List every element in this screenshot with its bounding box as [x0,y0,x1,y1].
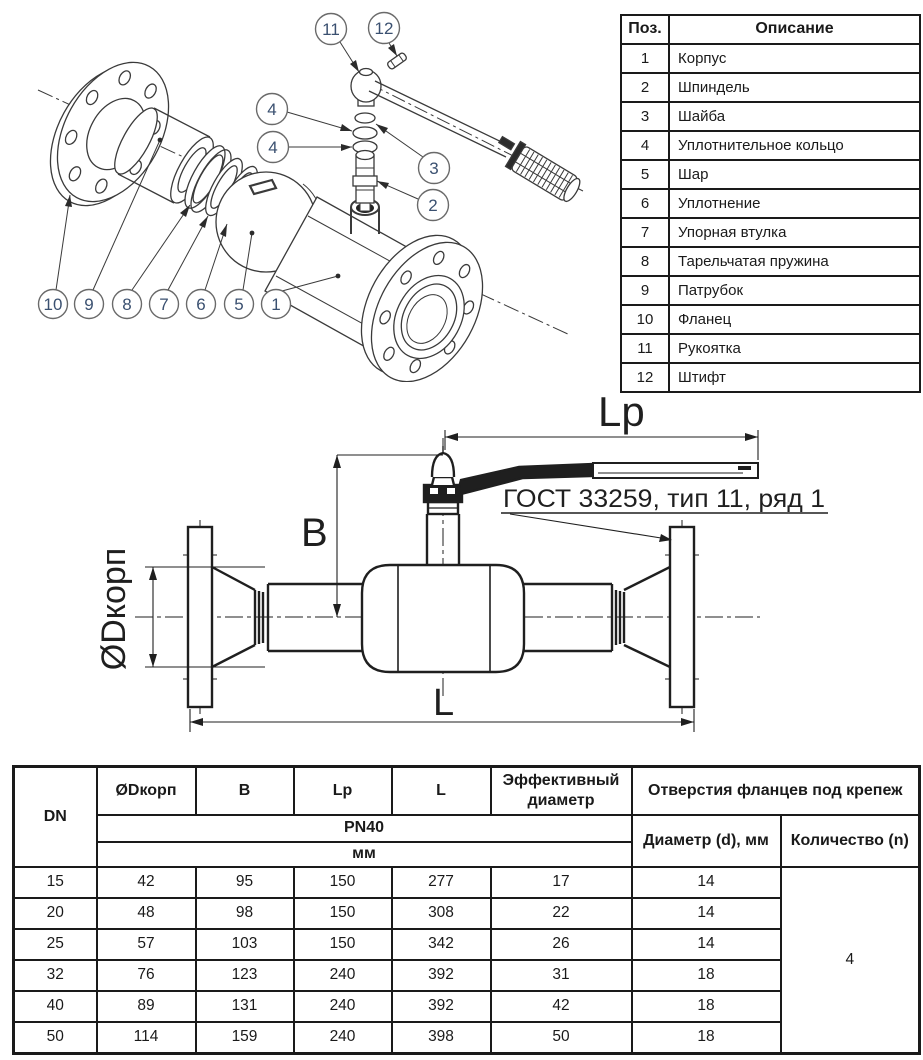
svg-text:5: 5 [234,295,244,314]
dim-cell: 32 [14,960,97,991]
dim-cell: 240 [294,991,392,1022]
part-position: 12 [621,363,669,392]
dim-col-lp: Lp [294,767,392,815]
gost-note: ГОСТ 33259, тип 11, ряд 1 [503,485,825,513]
dim-cell: 18 [632,960,781,991]
dim-cell: 20 [14,898,97,929]
part-description: Уплотнение [669,189,920,218]
dkorp-dimension-label: ØDкорп [95,547,133,671]
dim-cell: 240 [294,960,392,991]
dim-cell: 392 [392,960,491,991]
dim-row [14,867,920,898]
part-description: Рукоятка [669,334,920,363]
part-position: 4 [621,131,669,160]
svg-text:10: 10 [43,295,63,314]
dim-cell: 392 [392,991,491,1022]
balloon-label: 11 [322,20,340,39]
dim-cell: 308 [392,898,491,929]
dim-col-b: B [196,767,294,815]
svg-text:6: 6 [196,295,206,314]
dim-cell: 123 [196,960,294,991]
svg-text:9: 9 [84,295,94,314]
part-position: 8 [621,247,669,276]
dim-cell: 18 [632,991,781,1022]
parts-row [621,102,920,131]
dim-cell: 15 [14,867,97,898]
dim-col-dkorp: ØDкорп [97,767,196,815]
parts-row [621,247,920,276]
l-dimension-label: L [433,682,455,724]
dim-cell: 25 [14,929,97,960]
part-description: Тарельчатая пружина [669,247,920,276]
parts-col-desc: Описание [669,15,920,44]
spindle-parts [353,113,377,203]
part-description: Патрубок [669,276,920,305]
dim-cell: 42 [491,991,632,1022]
svg-text:8: 8 [122,295,132,314]
dim-col-hole-d: Диаметр (d), мм [632,815,781,867]
dim-cell: 240 [294,1022,392,1054]
dim-cell: 150 [294,867,392,898]
part-description: Шар [669,160,920,189]
dim-cell: 17 [491,867,632,898]
parts-row [621,305,920,334]
dim-cell: 150 [294,929,392,960]
dim-mm-row: мм [97,842,632,867]
part-position: 7 [621,218,669,247]
dim-cell: 76 [97,960,196,991]
parts-col-pos: Поз. [621,15,669,44]
parts-row [621,218,920,247]
part-position: 10 [621,305,669,334]
svg-text:3: 3 [429,159,439,178]
part-description: Штифт [669,363,920,392]
dim-cell: 31 [491,960,632,991]
parts-row [621,334,920,363]
dim-cell: 57 [97,929,196,960]
dim-cell: 95 [196,867,294,898]
part-position: 6 [621,189,669,218]
dim-cell: 103 [196,929,294,960]
dimensional-drawing [95,388,830,753]
svg-text:4: 4 [267,100,277,119]
dim-cell: 48 [97,898,196,929]
dim-cell: 22 [491,898,632,929]
part-description: Корпус [669,44,920,73]
part-position: 5 [621,160,669,189]
part-description: Шайба [669,102,920,131]
dim-cell: 150 [294,898,392,929]
svg-text:12: 12 [374,19,394,38]
part-description: Фланец [669,305,920,334]
dim-col-dn: DN [14,767,97,867]
part-description: Шпиндель [669,73,920,102]
part-position: 2 [621,73,669,102]
part-description: Уплотнительное кольцо [669,131,920,160]
part-position: 9 [621,276,669,305]
dim-col-holes: Отверстия фланцев под крепеж [632,767,920,815]
dim-cell: 18 [632,1022,781,1054]
dim-col-l: L [392,767,491,815]
dim-cell: 14 [632,898,781,929]
dim-cell: 50 [14,1022,97,1054]
dimensions-table [12,765,918,1055]
dim-cell: 131 [196,991,294,1022]
parts-row [621,276,920,305]
dim-cell: 114 [97,1022,196,1054]
svg-text:7: 7 [159,295,169,314]
parts-row [621,131,920,160]
bolt-qty-cell: 4 [781,867,920,1054]
dim-cell: 398 [392,1022,491,1054]
dim-cell: 14 [632,929,781,960]
dim-col-eff: Эффективный диаметр [491,767,632,815]
dim-cell: 50 [491,1022,632,1054]
dim-cell: 42 [97,867,196,898]
lp-dimension-label: Lp [598,388,645,435]
parts-row [621,189,920,218]
dim-cell: 14 [632,867,781,898]
parts-row [621,73,920,102]
part-position: 1 [621,44,669,73]
b-dimension-label: B [301,511,328,555]
dim-cell: 159 [196,1022,294,1054]
pin-part [387,52,408,70]
part-description: Упорная втулка [669,218,920,247]
part-position: 11 [621,334,669,363]
body-part [265,197,505,382]
dim-cell: 98 [196,898,294,929]
exploded-view-diagram [8,6,612,382]
dim-cell: 342 [392,929,491,960]
dim-col-hole-n: Количество (n) [781,815,920,867]
svg-text:4: 4 [268,138,278,157]
parts-list-table [620,14,921,393]
svg-text:2: 2 [428,196,438,215]
parts-row [621,160,920,189]
dim-cell: 26 [491,929,632,960]
dim-cell: 89 [97,991,196,1022]
svg-text:1: 1 [271,295,281,314]
dim-cell: 277 [392,867,491,898]
part-position: 3 [621,102,669,131]
dim-cell: 40 [14,991,97,1022]
flange-part [28,43,192,225]
dim-pn-row: PN40 [97,815,632,842]
parts-row [621,44,920,73]
handle-grip [593,463,758,478]
